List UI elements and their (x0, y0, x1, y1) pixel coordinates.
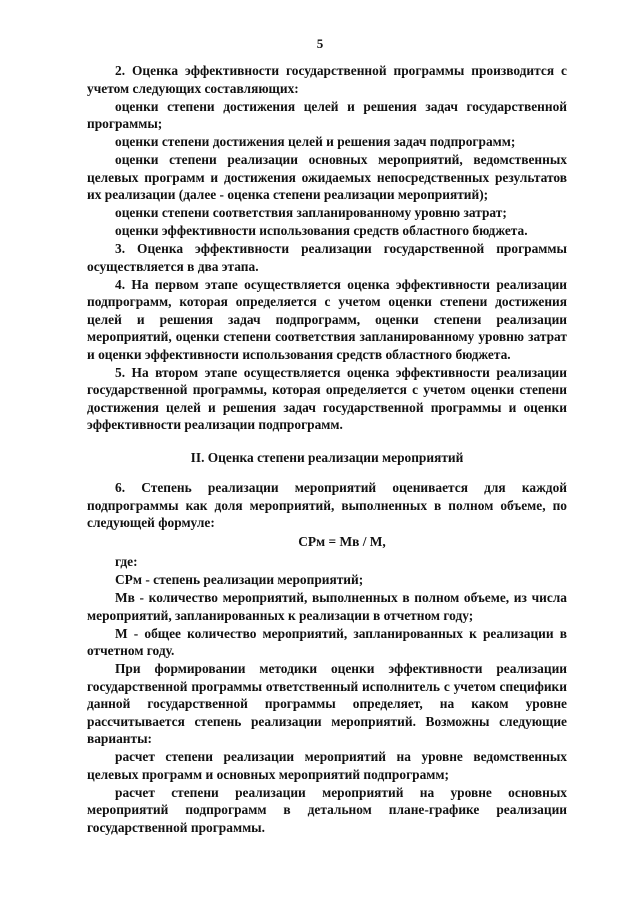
paragraph: оценки степени реализации основных мероприятий, ведомственных целевых программ и достижения ожидаемых непосредственных результатов их реализации (далее - оценка степени реализации мероприятий); (87, 152, 567, 202)
paragraph: где: (115, 554, 138, 569)
paragraph: расчет степени реализации мероприятий на уровне ведомственных целевых программ и основных мероприятий подпрограмм; (87, 749, 567, 782)
paragraph: 3. Оценка эффективности реализации государственной программы осуществляется в два этапа. (87, 241, 567, 274)
paragraph: 6. Степень реализации мероприятий оценивается для каждой подпрограммы как доля мероприятий, выполненных в полном объеме, по следующей формуле: (87, 480, 567, 530)
formula: СРм = Мв / М, (298, 533, 386, 549)
paragraph: оценки эффективности использования средств областного бюджета. (115, 223, 528, 238)
paragraph: Мв - количество мероприятий, выполненных в полном объеме, из числа мероприятий, запланированных к реализации в отчетном году; (87, 590, 567, 623)
section-heading: II. Оценка степени реализации мероприятий (190, 449, 464, 465)
paragraph: 5. На втором этапе осуществляется оценка эффективности реализации государственной программы, которая определяется с учетом оценки степени достижения целей и решения задач государственной программы и оценки эффективности реализации подпрограмм. (87, 364, 567, 432)
document-body (87, 62, 567, 837)
paragraph: СРм - степень реализации мероприятий; (115, 572, 364, 587)
paragraph: При формировании методики оценки эффективности реализации государственной программы ответственный исполнитель с учетом специфики данной государственной программы определяет, на каком уровне рассчитывается степень реализации мероприятий. Возможны следующие варианты: (87, 661, 567, 746)
paragraph: оценки степени достижения целей и решения задач государственной программы; (87, 98, 567, 131)
paragraph: 4. На первом этапе осуществляется оценка эффективности реализации подпрограмм, которая определяется с учетом оценки степени достижения целей и решения задач подпрограмм, оценки степени реализации мероприятий, оценки степени соответствия запланированному уровню затрат и оценки эффективности использования средств областного бюджета. (87, 276, 567, 362)
page-number: 5 (316, 36, 324, 51)
paragraph: 2. Оценка эффективности государственной программы производится с учетом следующих составляющих: (87, 63, 567, 96)
paragraph: оценки степени соответствия запланированному уровню затрат; (115, 205, 507, 220)
paragraph: М - общее количество мероприятий, запланированных к реализации в отчетном году. (87, 625, 567, 658)
paragraph: расчет степени реализации мероприятий на уровне основных мероприятий подпрограмм в детальном плане-графике реализации государственной программы. (87, 784, 567, 835)
paragraph: оценки степени достижения целей и решения задач подпрограмм; (115, 134, 516, 149)
